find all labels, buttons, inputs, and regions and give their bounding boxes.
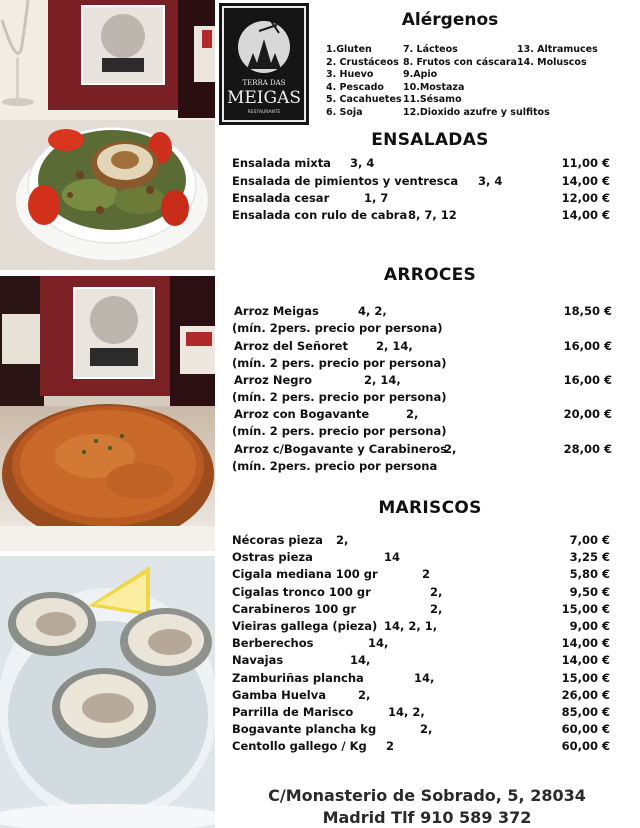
allergen-item: 11.Sésamo: [403, 94, 462, 106]
allergen-item: 13. Altramuces: [517, 44, 598, 55]
menu-item: [234, 373, 614, 387]
menu-item: [232, 208, 612, 222]
item-price: 15,00 €: [561, 670, 610, 685]
item-allergens: 2: [422, 567, 431, 582]
item-name: Cigala mediana 100 gr: [232, 567, 378, 582]
item-price: 28,00 €: [563, 442, 612, 456]
menu-item: [232, 705, 612, 719]
item-allergens: 14,: [350, 653, 371, 668]
salad-photo: [0, 0, 215, 270]
item-price: 9,50 €: [569, 584, 610, 599]
item-name: Arroz Meigas: [234, 304, 319, 318]
allergen-item: 12.Dioxido azufre y sulfitos: [403, 106, 550, 118]
item-price: 85,00 €: [561, 705, 610, 719]
item-price: 20,00 €: [563, 407, 612, 421]
item-allergens: 3, 4: [350, 156, 375, 170]
item-price: 5,80 €: [569, 567, 610, 582]
item-name: Carabineros 100 gr: [232, 601, 357, 616]
restaurant-logo: [219, 3, 309, 125]
item-note: (mín. 2 pers. precio por persona): [232, 356, 447, 370]
menu-item: [232, 174, 612, 188]
item-name: Cigalas tronco 100 gr: [232, 584, 371, 599]
allergen-item: 4. Pescado: [326, 81, 384, 93]
allergen-item: 9.Apio: [403, 69, 438, 81]
item-price: 11,00 €: [561, 156, 610, 170]
item-price: 12,00 €: [561, 191, 610, 205]
allergens-list-3: [517, 44, 598, 69]
allergen-item: 2. Crustáceos: [326, 56, 399, 68]
menu-item: [232, 636, 612, 650]
menu-item: [232, 619, 612, 633]
allergens-list-1: [326, 44, 402, 120]
address-line-1: C/Monasterio de Sobrado, 5, 28034: [268, 786, 586, 805]
item-price: 26,00 €: [561, 687, 610, 702]
item-name: Ensalada con rulo de cabra: [232, 208, 408, 222]
item-name: Navajas: [232, 653, 284, 668]
menu-item: [232, 156, 612, 170]
item-allergens: 2, 14,: [376, 339, 413, 353]
item-name: Ostras pieza: [232, 550, 313, 565]
item-price: 16,00 €: [563, 339, 612, 353]
item-allergens: 14,: [368, 636, 389, 651]
item-allergens: 2,: [430, 584, 443, 599]
svg-text:TERRA DAS: TERRA DAS: [242, 79, 286, 87]
item-name: Vieiras gallega (pieza): [232, 619, 378, 633]
item-price: 60,00 €: [561, 722, 610, 737]
item-price: 9,00 €: [569, 619, 610, 633]
item-name: Parrilla de Marisco: [232, 705, 354, 719]
item-price: 14,00 €: [561, 653, 610, 668]
item-allergens: 14: [384, 550, 401, 565]
menu-item: [232, 688, 612, 702]
menu-item: [232, 191, 612, 205]
item-price: 14,00 €: [561, 208, 610, 222]
allergen-item: 7. Lácteos: [403, 44, 458, 55]
menu-item: [234, 407, 614, 421]
allergen-item: 10.Mostaza: [403, 81, 465, 93]
item-name: Arroz del Señoret: [234, 339, 348, 353]
item-allergens: 14,: [414, 670, 435, 685]
item-allergens: 3, 4: [478, 174, 503, 188]
menu-item: [232, 533, 612, 547]
svg-text:MEIGAS: MEIGAS: [226, 88, 302, 108]
item-name: Ensalada mixta: [232, 156, 331, 170]
item-allergens: 14, 2, 1,: [384, 619, 438, 633]
item-allergens: 1, 7: [364, 191, 389, 205]
item-price: 7,00 €: [569, 533, 610, 547]
allergen-item: 6. Soja: [326, 106, 363, 118]
item-allergens: 4, 2,: [358, 304, 387, 318]
menu-item: [232, 567, 612, 581]
item-allergens: 2,: [430, 601, 443, 616]
item-name: Nécoras pieza: [232, 533, 323, 547]
allergen-item: 3. Huevo: [326, 69, 374, 81]
menu-item: [232, 722, 612, 736]
item-allergens: 2,: [444, 442, 457, 456]
allergen-item: 14. Moluscos: [517, 56, 587, 68]
item-price: 14,00 €: [561, 636, 610, 651]
allergen-item: 5. Cacahuetes: [326, 94, 402, 106]
item-allergens: 2, 14,: [364, 373, 401, 387]
item-price: 15,00 €: [561, 601, 610, 616]
item-note: (mín. 2 pers. precio por persona): [232, 424, 447, 438]
item-name: Ensalada de pimientos y ventresca: [232, 174, 459, 188]
item-allergens: 14, 2,: [388, 705, 425, 719]
item-allergens: 2,: [358, 687, 371, 702]
item-price: 60,00 €: [561, 739, 610, 754]
item-price: 18,50 €: [563, 304, 612, 318]
item-price: 3,25 €: [569, 550, 610, 565]
item-name: Arroz c/Bogavante y Carabineros: [234, 442, 447, 456]
svg-text:RESTAURANTE: RESTAURANTE: [247, 110, 281, 115]
item-price: 14,00 €: [561, 174, 610, 188]
allergens-title: Alérgenos: [401, 10, 499, 30]
item-name: Arroz Negro: [234, 373, 313, 387]
item-allergens: 8, 7, 12: [408, 208, 457, 222]
item-name: Arroz con Bogavante: [234, 407, 370, 421]
menu-item: [232, 550, 612, 564]
mariscos-title: MARISCOS: [378, 498, 482, 518]
item-allergens: 2,: [336, 533, 349, 547]
arroces-title: ARROCES: [383, 265, 477, 285]
menu-item: [232, 671, 612, 685]
item-note: (mín. 2pers. precio por persona): [232, 321, 443, 335]
allergen-item: 8. Frutos con cáscara: [403, 56, 517, 68]
menu-item: [234, 339, 614, 353]
item-name: Centollo gallego / Kg: [232, 739, 367, 754]
item-allergens: 2: [386, 739, 395, 754]
item-allergens: 2,: [420, 722, 433, 737]
item-name: Berberechos: [232, 636, 314, 651]
menu-item: [232, 602, 612, 616]
menu-item: [234, 442, 614, 456]
address-line-2: Madrid Tlf 910 589 372: [322, 808, 532, 827]
item-note: (mín. 2 pers. precio por persona): [232, 390, 447, 404]
oysters-photo: [0, 556, 215, 828]
allergen-item: 1.Gluten: [326, 44, 372, 55]
menu-item: [232, 739, 612, 753]
menu-item: [232, 653, 612, 667]
item-price: 16,00 €: [563, 373, 612, 387]
item-name: Gamba Huelva: [232, 687, 326, 702]
item-name: Bogavante plancha kg: [232, 722, 377, 737]
item-allergens: 2,: [406, 407, 419, 421]
item-name: Zamburiñas plancha: [232, 670, 364, 685]
item-name: Ensalada cesar: [232, 191, 330, 205]
menu-item: [232, 585, 612, 599]
item-note: (mín. 2pers. precio por persona: [232, 459, 438, 473]
rice-photo: [0, 276, 215, 551]
menu-item: [234, 304, 614, 318]
ensaladas-title: ENSALADAS: [371, 130, 489, 150]
